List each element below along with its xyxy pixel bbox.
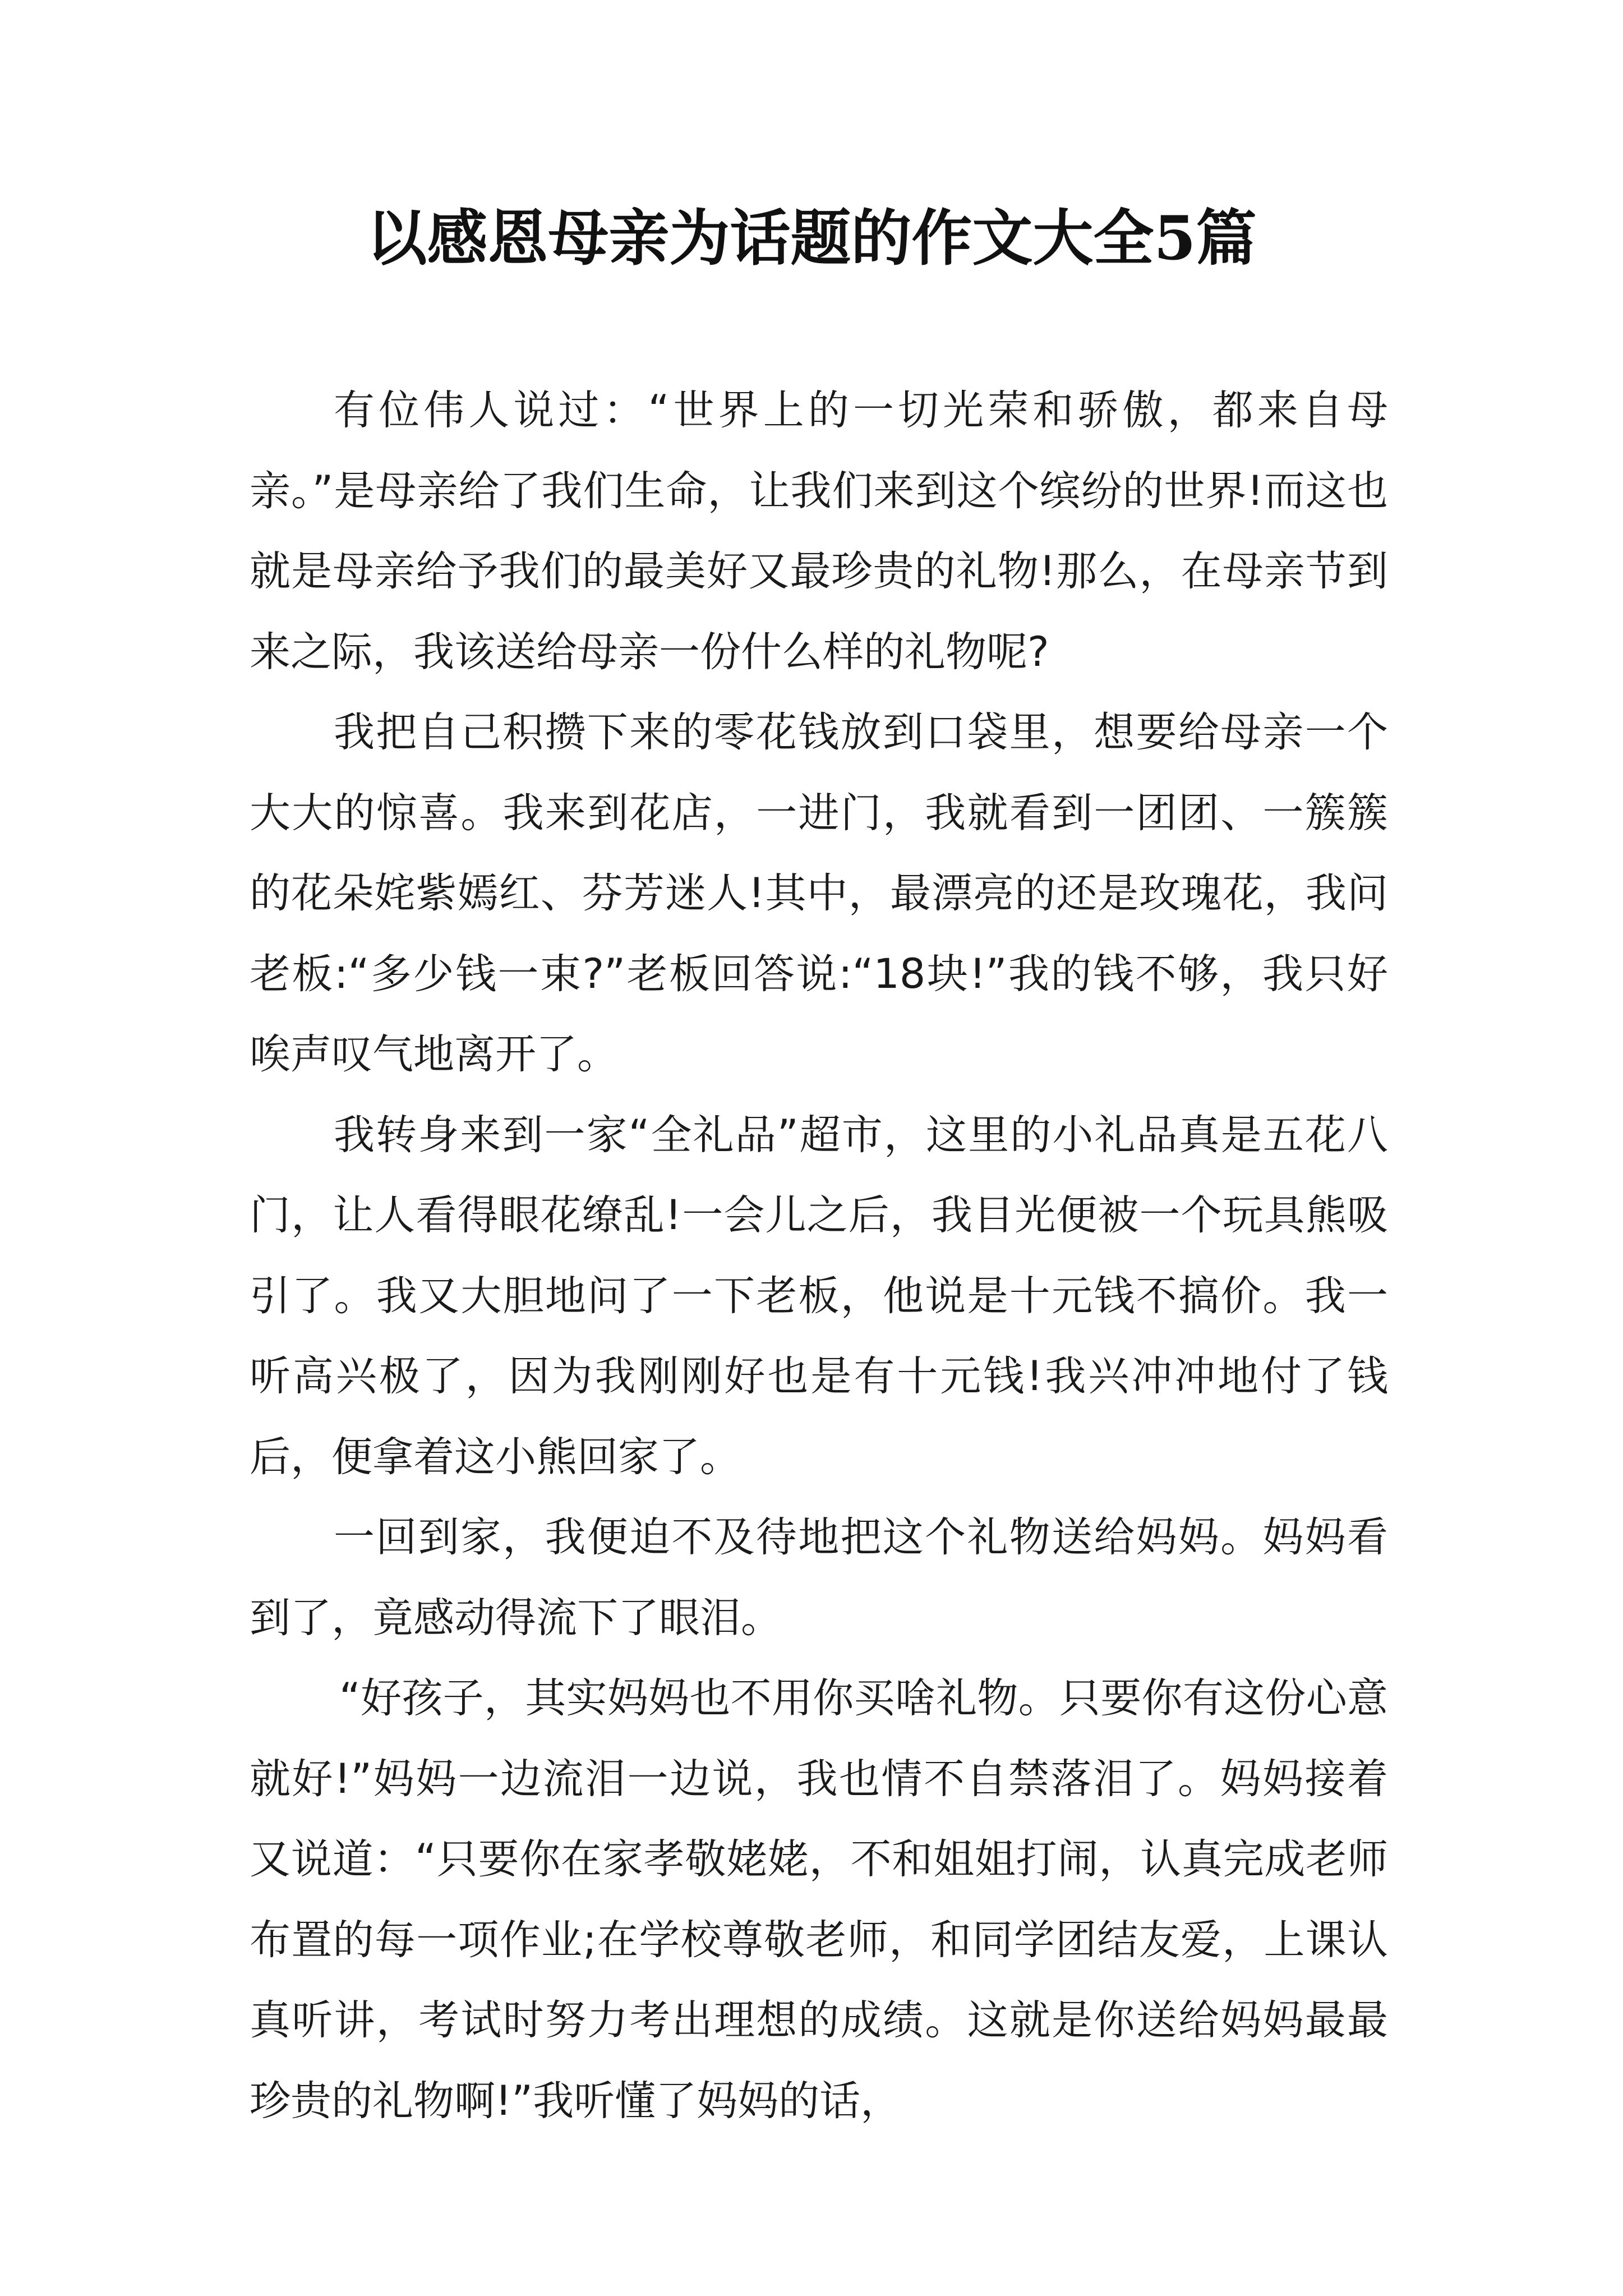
paragraph-4: 一回到家，我便迫不及待地把这个礼物送给妈妈。妈妈看到了，竟感动得流下了眼泪。 bbox=[250, 1513, 1388, 1642]
paragraph-5: “好孩子，其实妈妈也不用你买啥礼物。只要你有这份心意就好!”妈妈一边流泪一边说，我也情不自禁落泪了。妈妈接着又说道：“只要你在家孝敬姥姥，不和姐姐打闹，认真完成老师布置的每一项作业;在学校尊敬老师，和同学团结友爱，上课认真听讲，考试时努力考出理想的成绩。这就是你送给妈妈最最珍贵的礼物啊!”我听懂了妈妈的话， bbox=[250, 1674, 1388, 2125]
paragraph-2: 我把自己积攒下来的零花钱放到口袋里，想要给母亲一个大大的惊喜。我来到花店，一进门，我就看到一团团、一簇簇的花朵姹紫嫣红、芬芳迷人!其中，最漂亮的还是玫瑰花，我问老板:“多少钱一束?”老板回答说:“18块!”我的钱不够，我只好唉声叹气地离开了。 bbox=[250, 708, 1388, 1078]
document-body bbox=[250, 370, 1388, 2141]
paragraph-1: 有位伟人说过：“世界上的一切光荣和骄傲，都来自母亲。”是母亲给了我们生命，让我们来到这个缤纷的世界!而这也就是母亲给予我们的最美好又最珍贵的礼物!那么，在母亲节到来之际，我该送给母亲一份什么样的礼物呢? bbox=[250, 386, 1388, 676]
paragraph-3: 我转身来到一家“全礼品”超市，这里的小礼品真是五花八门，让人看得眼花缭乱!一会儿之后，我目光便被一个玩具熊吸引了。我又大胆地问了一下老板，他说是十元钱不搞价。我一听高兴极了，因为我刚刚好也是有十元钱!我兴冲冲地付了钱后，便拿着这小熊回家了。 bbox=[250, 1111, 1388, 1481]
document-title: 以感恩母亲为话题的作文大全5篇 bbox=[366, 203, 1257, 274]
